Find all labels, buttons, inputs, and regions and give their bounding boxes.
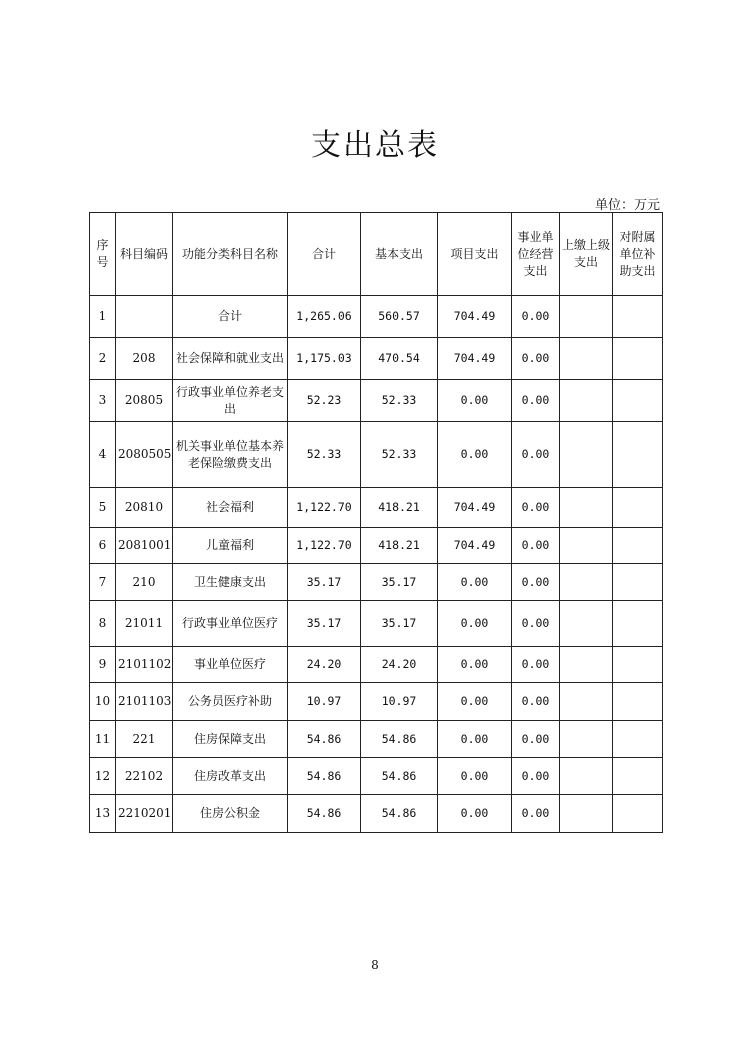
cell-business: 0.00 xyxy=(512,795,560,833)
cell-no: 10 xyxy=(90,683,116,721)
cell-code: 2210201 xyxy=(116,795,173,833)
header-cell: 功能分类科目名称 xyxy=(173,213,288,296)
table-row xyxy=(90,795,663,833)
cell-business: 0.00 xyxy=(512,488,560,528)
cell-subsidy xyxy=(613,488,663,528)
table-row xyxy=(90,647,663,683)
cell-subsidy xyxy=(613,528,663,564)
cell-upper xyxy=(560,683,613,721)
header-cell: 序号 xyxy=(90,213,116,296)
cell-code: 2101103 xyxy=(116,683,173,721)
header-cell: 项目支出 xyxy=(438,213,512,296)
cell-name: 机关事业单位基本养老保险缴费支出 xyxy=(173,422,288,488)
cell-no: 13 xyxy=(90,795,116,833)
cell-upper xyxy=(560,721,613,758)
cell-subsidy xyxy=(613,296,663,338)
cell-upper xyxy=(560,528,613,564)
cell-code: 20805 xyxy=(116,380,173,422)
cell-project: 0.00 xyxy=(438,795,512,833)
cell-basic: 54.86 xyxy=(361,795,438,833)
cell-basic: 24.20 xyxy=(361,647,438,683)
cell-basic: 54.86 xyxy=(361,758,438,795)
cell-project: 0.00 xyxy=(438,683,512,721)
cell-subsidy xyxy=(613,338,663,380)
header-cell: 基本支出 xyxy=(361,213,438,296)
cell-no: 9 xyxy=(90,647,116,683)
cell-project: 704.49 xyxy=(438,296,512,338)
cell-total: 10.97 xyxy=(288,683,361,721)
cell-total: 1,175.03 xyxy=(288,338,361,380)
header-cell: 对附属单位补助支出 xyxy=(613,213,663,296)
cell-subsidy xyxy=(613,721,663,758)
page-title: 支出总表 xyxy=(311,128,439,163)
cell-basic: 418.21 xyxy=(361,488,438,528)
cell-no: 1 xyxy=(90,296,116,338)
cell-name: 卫生健康支出 xyxy=(173,564,288,601)
cell-code: 221 xyxy=(116,721,173,758)
cell-business: 0.00 xyxy=(512,758,560,795)
cell-subsidy xyxy=(613,380,663,422)
cell-code xyxy=(116,296,173,338)
cell-project: 704.49 xyxy=(438,338,512,380)
cell-no: 3 xyxy=(90,380,116,422)
cell-total: 54.86 xyxy=(288,758,361,795)
cell-total: 1,122.70 xyxy=(288,488,361,528)
cell-no: 12 xyxy=(90,758,116,795)
cell-subsidy xyxy=(613,795,663,833)
cell-total: 52.33 xyxy=(288,422,361,488)
table-row xyxy=(90,721,663,758)
cell-business: 0.00 xyxy=(512,528,560,564)
cell-name: 行政事业单位养老支出 xyxy=(173,380,288,422)
cell-name: 住房保障支出 xyxy=(173,721,288,758)
header-cell: 事业单位经营支出 xyxy=(512,213,560,296)
cell-no: 2 xyxy=(90,338,116,380)
cell-total: 54.86 xyxy=(288,721,361,758)
table-row xyxy=(90,601,663,647)
cell-upper xyxy=(560,795,613,833)
table-header-row xyxy=(90,213,663,296)
cell-project: 0.00 xyxy=(438,380,512,422)
cell-code: 208 xyxy=(116,338,173,380)
cell-business: 0.00 xyxy=(512,380,560,422)
cell-basic: 54.86 xyxy=(361,721,438,758)
cell-basic: 35.17 xyxy=(361,564,438,601)
cell-project: 0.00 xyxy=(438,758,512,795)
cell-project: 0.00 xyxy=(438,721,512,758)
cell-subsidy xyxy=(613,601,663,647)
cell-name: 住房公积金 xyxy=(173,795,288,833)
cell-basic: 35.17 xyxy=(361,601,438,647)
cell-project: 0.00 xyxy=(438,564,512,601)
cell-subsidy xyxy=(613,683,663,721)
cell-total: 52.23 xyxy=(288,380,361,422)
cell-total: 35.17 xyxy=(288,601,361,647)
table-row xyxy=(90,683,663,721)
cell-upper xyxy=(560,380,613,422)
cell-upper xyxy=(560,564,613,601)
cell-business: 0.00 xyxy=(512,564,560,601)
cell-basic: 418.21 xyxy=(361,528,438,564)
header-cell: 科目编码 xyxy=(116,213,173,296)
cell-no: 8 xyxy=(90,601,116,647)
cell-business: 0.00 xyxy=(512,338,560,380)
table-row xyxy=(90,528,663,564)
cell-upper xyxy=(560,488,613,528)
cell-subsidy xyxy=(613,647,663,683)
cell-code: 20810 xyxy=(116,488,173,528)
cell-no: 6 xyxy=(90,528,116,564)
cell-no: 7 xyxy=(90,564,116,601)
cell-business: 0.00 xyxy=(512,601,560,647)
table-row xyxy=(90,380,663,422)
cell-code: 2101102 xyxy=(116,647,173,683)
table-row xyxy=(90,338,663,380)
cell-name: 行政事业单位医疗 xyxy=(173,601,288,647)
cell-total: 1,265.06 xyxy=(288,296,361,338)
cell-upper xyxy=(560,758,613,795)
cell-business: 0.00 xyxy=(512,296,560,338)
cell-basic: 470.54 xyxy=(361,338,438,380)
cell-business: 0.00 xyxy=(512,721,560,758)
cell-project: 704.49 xyxy=(438,488,512,528)
unit-label: 单位：万元 xyxy=(594,198,660,213)
table-row xyxy=(90,488,663,528)
cell-project: 0.00 xyxy=(438,422,512,488)
cell-basic: 52.33 xyxy=(361,422,438,488)
cell-code: 210 xyxy=(116,564,173,601)
cell-project: 704.49 xyxy=(438,528,512,564)
cell-basic: 560.57 xyxy=(361,296,438,338)
cell-name: 社会保障和就业支出 xyxy=(173,338,288,380)
header-cell: 上缴上级支出 xyxy=(560,213,613,296)
cell-name: 公务员医疗补助 xyxy=(173,683,288,721)
cell-upper xyxy=(560,601,613,647)
page-number: 8 xyxy=(371,958,379,972)
cell-business: 0.00 xyxy=(512,422,560,488)
cell-subsidy xyxy=(613,564,663,601)
cell-business: 0.00 xyxy=(512,683,560,721)
cell-subsidy xyxy=(613,422,663,488)
cell-code: 21011 xyxy=(116,601,173,647)
expenditure-table xyxy=(89,212,663,833)
cell-code: 2081001 xyxy=(116,528,173,564)
cell-basic: 10.97 xyxy=(361,683,438,721)
cell-code: 2080505 xyxy=(116,422,173,488)
cell-name: 事业单位医疗 xyxy=(173,647,288,683)
cell-business: 0.00 xyxy=(512,647,560,683)
cell-total: 24.20 xyxy=(288,647,361,683)
cell-project: 0.00 xyxy=(438,601,512,647)
cell-subsidy xyxy=(613,758,663,795)
table-row xyxy=(90,758,663,795)
cell-basic: 52.33 xyxy=(361,380,438,422)
cell-no: 4 xyxy=(90,422,116,488)
table-row xyxy=(90,564,663,601)
cell-upper xyxy=(560,296,613,338)
cell-name: 社会福利 xyxy=(173,488,288,528)
cell-total: 54.86 xyxy=(288,795,361,833)
cell-no: 11 xyxy=(90,721,116,758)
cell-name: 合计 xyxy=(173,296,288,338)
cell-total: 35.17 xyxy=(288,564,361,601)
table-row xyxy=(90,296,663,338)
cell-name: 住房改革支出 xyxy=(173,758,288,795)
header-cell: 合计 xyxy=(288,213,361,296)
cell-name: 儿童福利 xyxy=(173,528,288,564)
cell-upper xyxy=(560,647,613,683)
cell-no: 5 xyxy=(90,488,116,528)
cell-total: 1,122.70 xyxy=(288,528,361,564)
cell-upper xyxy=(560,338,613,380)
table-row xyxy=(90,422,663,488)
cell-code: 22102 xyxy=(116,758,173,795)
cell-project: 0.00 xyxy=(438,647,512,683)
cell-upper xyxy=(560,422,613,488)
